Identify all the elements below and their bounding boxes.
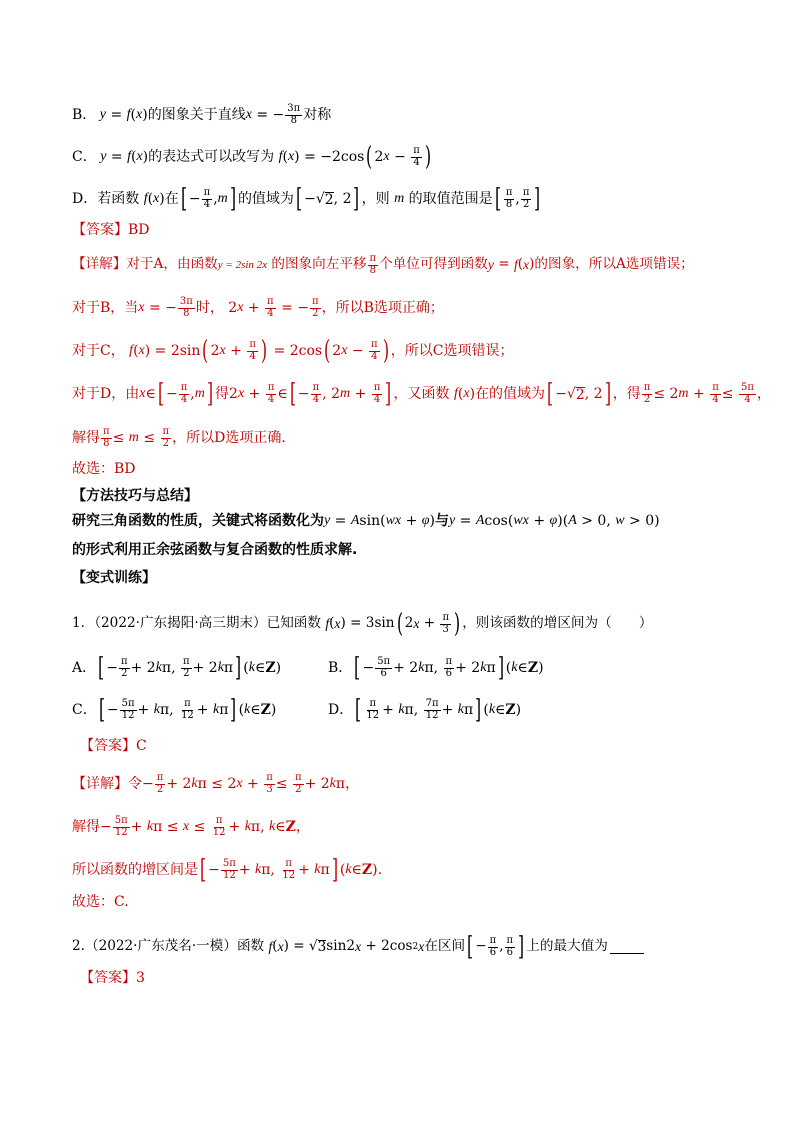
answer-2: 【答案】C xyxy=(80,738,147,754)
q1-option-a: A． [ − $\frac{\pi}{2}$ + 2 k π, $\frac{\pi}{2}$ + 2 k π ] ( k ∈ Z ) xyxy=(72,652,282,683)
method-line-1: 研究三角函数的性质，关键式将函数化为 y = A sin( wx + φ ) 与 y = A cos( wx + φ )( A > 0, w > 0) xyxy=(72,513,660,529)
option-c: C． y = f ( x ) 的表达式可以改写为 f ( x ) = −2cos ( 2 x − $\frac{\pi}{4}$ ) xyxy=(72,141,431,172)
detail-a: 【详解】对于A，由函数 y = 2sin 2x 的图象向左平移 $\frac{\pi}{8}$ 个单位可得到函数 y = f ( x ) 的图象，所以A选项错误； xyxy=(72,253,694,276)
question-2: 2.（2022·广东茂名·一模）函数 f ( x ) = √ 3 sin2 x + 2cos 2 x 在区间 [ − $\frac{\pi}{6}$ , $\frac{\pi}{6}$ ] 上的最大值为 xyxy=(72,936,644,958)
question-1: 1．（2022·广东揭阳·高三期末）已知函数 f ( x ) = 3sin ( 2 x + $\frac{\pi}{3}$ ) ，则该函数的增区间为（ ） xyxy=(72,608,653,639)
option-d: D．若函数 f ( x ) 在 [ − $\frac{\pi}{4}$ , m ] 的值域为 [ −√ 2 , 2 ] ，则 m 的取值范围是 [ $\frac{\pi}{8}$ , $\frac{\pi}{2}$ ] xyxy=(72,183,541,214)
selection-1: 故选：BD xyxy=(72,461,136,477)
detail-q1-3: 所以函数的增区间是 [ − $\frac{5\pi}{12}$ + k π, $\frac{\pi}{12}$ + k π ] ( k ∈ Z ). xyxy=(72,854,383,885)
detail-q1-2: 解得 − $\frac{5\pi}{12}$ + k π ≤ x ≤ $\frac{\pi}{12}$ + k π, k ∈ Z ， xyxy=(72,815,310,838)
detail-c: 对于C， f ( x ) = 2sin ( 2 x + $\frac{\pi}{4}$ ) = 2cos ( 2 x − $\frac{\pi}{4}$ ) ，所以C选项错误； xyxy=(72,335,514,366)
detail-b: 对于B，当 x = − $\frac{3\pi}{8}$ 时， 2 x + $\frac{\pi}{4}$ = − $\frac{\pi}{2}$ ，所以B选项正确； xyxy=(72,296,444,319)
answer-blank xyxy=(610,941,644,954)
selection-2: 故选：C. xyxy=(72,894,129,910)
method-heading: 【方法技巧与总结】 xyxy=(72,488,198,504)
detail-d: 对于D，由 x ∈ [ − $\frac{\pi}{4}$ , m ] 得 2 x + $\frac{\pi}{4}$ ∈ [ − $\frac{\pi}{4}$ , 2 m + $\frac{\pi}{4}$ ] ，又函数 f ( x ) 在的值域为 [ −√ 2 , 2 ] ，得 $\frac{\pi}{2}$ ≤ 2 m + $\frac{\pi}{4}$ ≤ $\frac{5\pi}{4}$ ， xyxy=(72,378,771,409)
q1-option-c: C． [ − $\frac{5\pi}{12}$ + k π, $\frac{\pi}{12}$ + k π ] ( k ∈ Z ) xyxy=(72,694,277,725)
detail-d2: 解得 $\frac{\pi}{8}$ ≤ m ≤ $\frac{\pi}{2}$ ，所以D选项正确． xyxy=(72,426,296,449)
answer-3: 【答案】3 xyxy=(80,970,145,986)
detail-q1-1: 【详解】令 − $\frac{\pi}{2}$ + 2 k π ≤ 2 x + $\frac{\pi}{3}$ ≤ $\frac{\pi}{2}$ + 2 k π ， xyxy=(72,772,360,795)
variant-heading: 【变式训练】 xyxy=(72,570,156,586)
answer-1: 【答案】BD xyxy=(72,222,150,238)
q1-option-d: D． [ $\frac{\pi}{12}$ + k π, $\frac{7\pi}{12}$ + k π ] ( k ∈ Z ) xyxy=(328,694,522,725)
method-line-2: 的形式利用正余弦函数与复合函数的性质求解. xyxy=(72,542,358,558)
q1-option-b: B． [ − $\frac{5\pi}{6}$ + 2 k π, $\frac{\pi}{6}$ + 2 k π ] ( k ∈ Z ) xyxy=(328,652,544,683)
option-b: B． y = f ( x ) 的图象关于直线 x = − $\frac{3\pi}{8}$ 对称 xyxy=(72,103,332,126)
